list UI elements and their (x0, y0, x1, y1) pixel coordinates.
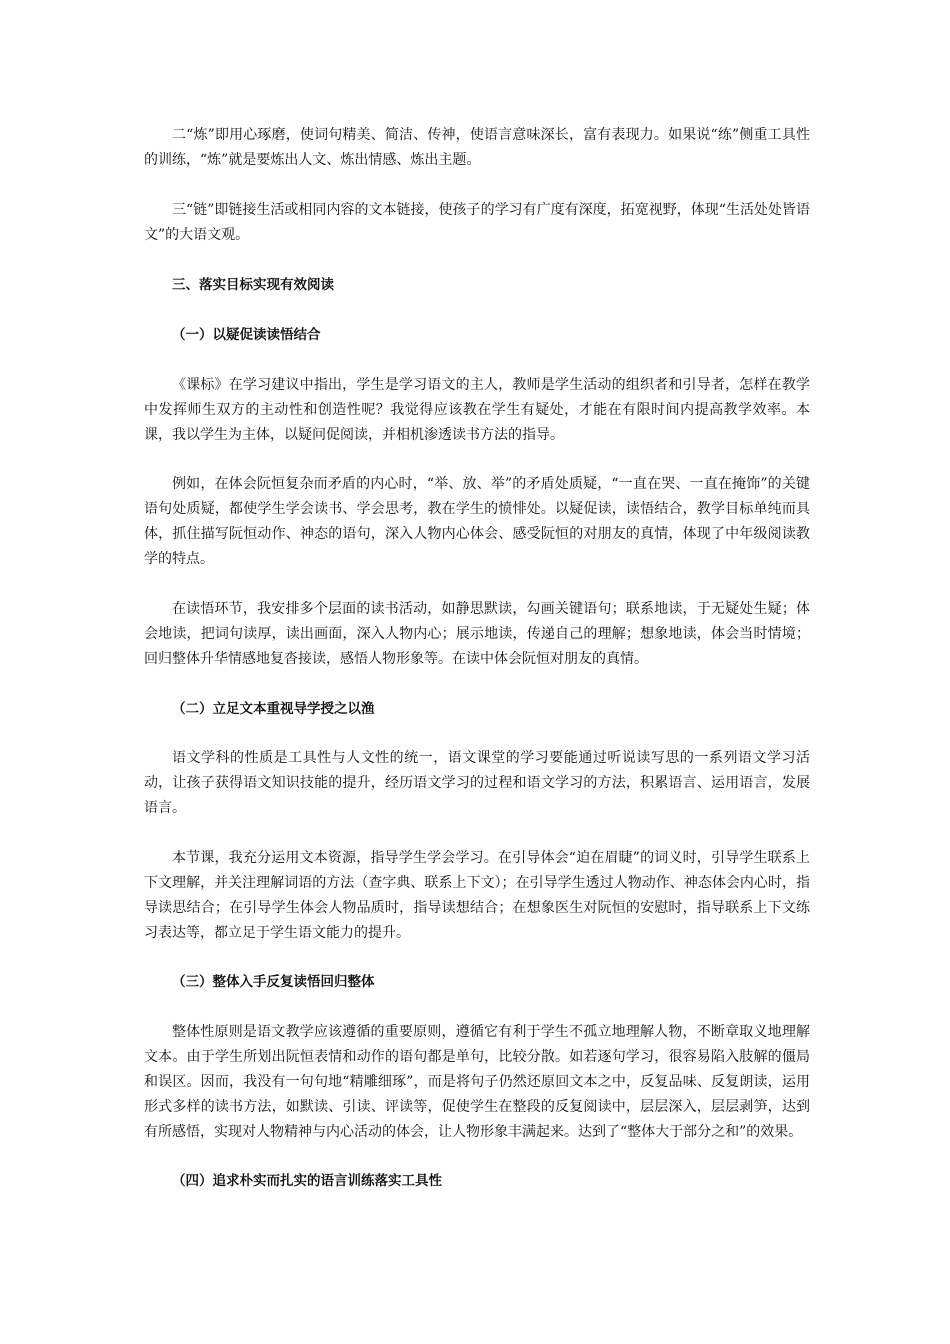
subsection-heading-1: （一）以疑促读读悟结合 (172, 327, 321, 343)
paragraph-reading-activities: 在读悟环节，我安排多个层面的读书活动，如静思默读，勾画关键语句；联系地读，于无疑处生疑；体会地读，把词句读厚，读出画面，深入人物内心；展示地读，传递自己的理解；想象地读，体会当时情境；回归整体升华情感地复沓接读，感悟人物形象等。在读中体会阮恒对朋友的真情。 (144, 601, 810, 667)
paragraph-this-lesson: 本节课，我充分运用文本资源，指导学生学会学习。在引导体会“迫在眉睫”的词义时，引导学生联系上下文理解，并关注理解词语的方法（查字典、联系上下文）；在引导学生透过人物动作、神态体会内心时，指导读思结合；在引导学生体会人物品质时，指导读想结合；在想象医生对阮恒的安慰时，指导联系上下文练习表达等，都立足于学生语文能力的提升。 (144, 850, 810, 941)
subsection-heading-4: （四）追求朴实而扎实的语言训练落实工具性 (172, 1173, 442, 1189)
paragraph-subject-nature: 语文学科的性质是工具性与人文性的统一，语文课堂的学习要能通过听说读写思的一系列语文学习活动，让孩子获得语文知识技能的提升，经历语文学习的过程和语文学习的方法，积累语言、运用语言，发展语言。 (144, 750, 810, 816)
section-heading-3: 三、落实目标实现有效阅读 (172, 277, 334, 293)
paragraph-curriculum: 《课标》在学习建议中指出，学生是学习语文的主人，教师是学生活动的组织者和引导者，怎样在教学中发挥师生双方的主动性和创造性呢？我觉得应该教在学生有疑处，才能在有限时间内提高教学效率。本课，我以学生为主体，以疑问促阅读，并相机渗透读书方法的指导。 (144, 377, 810, 443)
paragraph-lian-refine: 二“炼”即用心琢磨，使词句精美、简洁、传神，使语言意味深长，富有表现力。如果说“练”侧重工具性的训练，“炼”就是要炼出人文、炼出情感、炼出主题。 (144, 127, 810, 168)
paragraph-lian-link: 三“链”即链接生活或相同内容的文本链接，使孩子的学习有广度有深度，拓宽视野，体现“生活处处皆语文”的大语文观。 (144, 202, 810, 243)
subsection-heading-3: （三）整体入手反复读悟回归整体 (172, 974, 375, 990)
paragraph-example: 例如，在体会阮恒复杂而矛盾的内心时，“举、放、举”的矛盾处质疑，“一直在哭、一直在掩饰”的关键语句处质疑，都使学生学会读书、学会思考，教在学生的愤悱处。以疑促读，读悟结合，教学目标单纯而具体，抓住描写阮恒动作、神态的语句，深入人物内心体会、感受阮恒的对朋友的真情，体现了中年级阅读教学的特点。 (144, 476, 810, 567)
paragraph-holistic: 整体性原则是语文教学应该遵循的重要原则，遵循它有利于学生不孤立地理解人物，不断章取义地理解文本。由于学生所划出阮恒表情和动作的语句都是单句，比较分散。如若逐句学习，很容易陷入肢解的僵局和误区。因而，我没有一句句地“精雕细琢”，而是将句子仍然还原回文本之中，反复品味、反复朗读，运用形式多样的读书方法，如默读、引读、评读等，促使学生在整段的反复阅读中，层层深入，层层剥笋，达到有所感悟，实现对人物精神与内心活动的体会，让人物形象丰满起来。达到了“整体大于部分之和”的效果。 (144, 1024, 810, 1140)
subsection-heading-2: （二）立足文本重视导学授之以渔 (172, 701, 375, 717)
